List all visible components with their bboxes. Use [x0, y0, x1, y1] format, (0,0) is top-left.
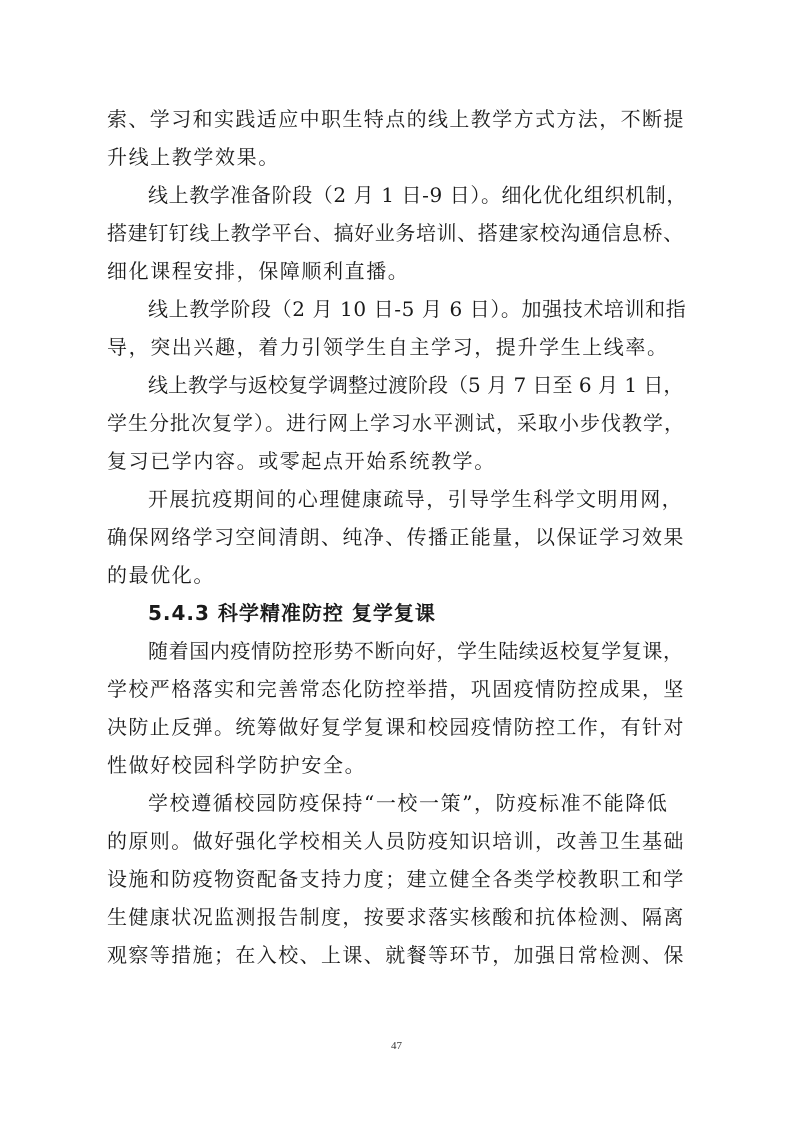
text-line-6: 线上教学阶段（2 月 10 日-5 月 6 日）。加强技术培训和指	[148, 297, 687, 321]
text-line-8: 线上教学与返校复学调整过渡阶段（5 月 7 日至 6 月 1 日，	[148, 373, 684, 397]
text-line-15: 学校严格落实和完善常态化防控举措，巩固疫情防控成果，坚	[107, 677, 685, 701]
text-line-1: 索、学习和实践适应中职生特点的线上教学方式方法，不断提	[107, 107, 685, 131]
text-line-21: 生健康状况监测报告制度，按要求落实核酸和抗体检测、隔离	[107, 905, 685, 929]
text-line-4: 搭建钉钉线上教学平台、搞好业务培训、搭建家校沟通信息桥、	[107, 221, 684, 245]
text-line-19: 的原则。做好强化学校相关人员防疫知识培训，改善卫生基础	[107, 829, 685, 853]
text-line-7: 导，突出兴趣，着力引领学生自主学习，提升学生上线率。	[107, 335, 669, 359]
text-line-17: 性做好校园科学防护安全。	[107, 753, 367, 777]
page-number: 47	[391, 1040, 402, 1052]
text-line-10: 复习已学内容。或零起点开始系统教学。	[107, 449, 496, 473]
section-heading: 5.4.3 科学精准防控 复学复课	[148, 601, 436, 625]
text-line-2: 升线上教学效果。	[107, 145, 280, 169]
text-line-12: 确保网络学习空间清朗、纯净、传播正能量，以保证学习效果	[107, 525, 685, 549]
text-line-16: 决防止反弹。统筹做好复学复课和校园疫情防控工作，有针对	[107, 715, 685, 739]
text-line-5: 细化课程安排，保障顺利直播。	[107, 259, 410, 283]
text-line-11: 开展抗疫期间的心理健康疏导，引导学生科学文明用网，	[148, 487, 683, 511]
text-line-9: 学生分批次复学）。进行网上学习水平测试，采取小步伐教学，	[107, 411, 685, 435]
text-line-13: 的最优化。	[107, 563, 215, 587]
text-line-18: 学校遵循校园防疫保持“一校一策”，防疫标准不能降低	[148, 791, 669, 815]
text-line-20: 设施和防疫物资配备支持力度；建立健全各类学校教职工和学	[107, 867, 685, 891]
text-line-3: 线上教学准备阶段（2 月 1 日-9 日）。细化优化组织机制，	[148, 183, 687, 207]
text-line-14: 随着国内疫情防控形势不断向好，学生陆续返校复学复课，	[148, 639, 684, 663]
text-line-22: 观察等措施；在入校、上课、就餐等环节，加强日常检测、保	[107, 943, 685, 967]
